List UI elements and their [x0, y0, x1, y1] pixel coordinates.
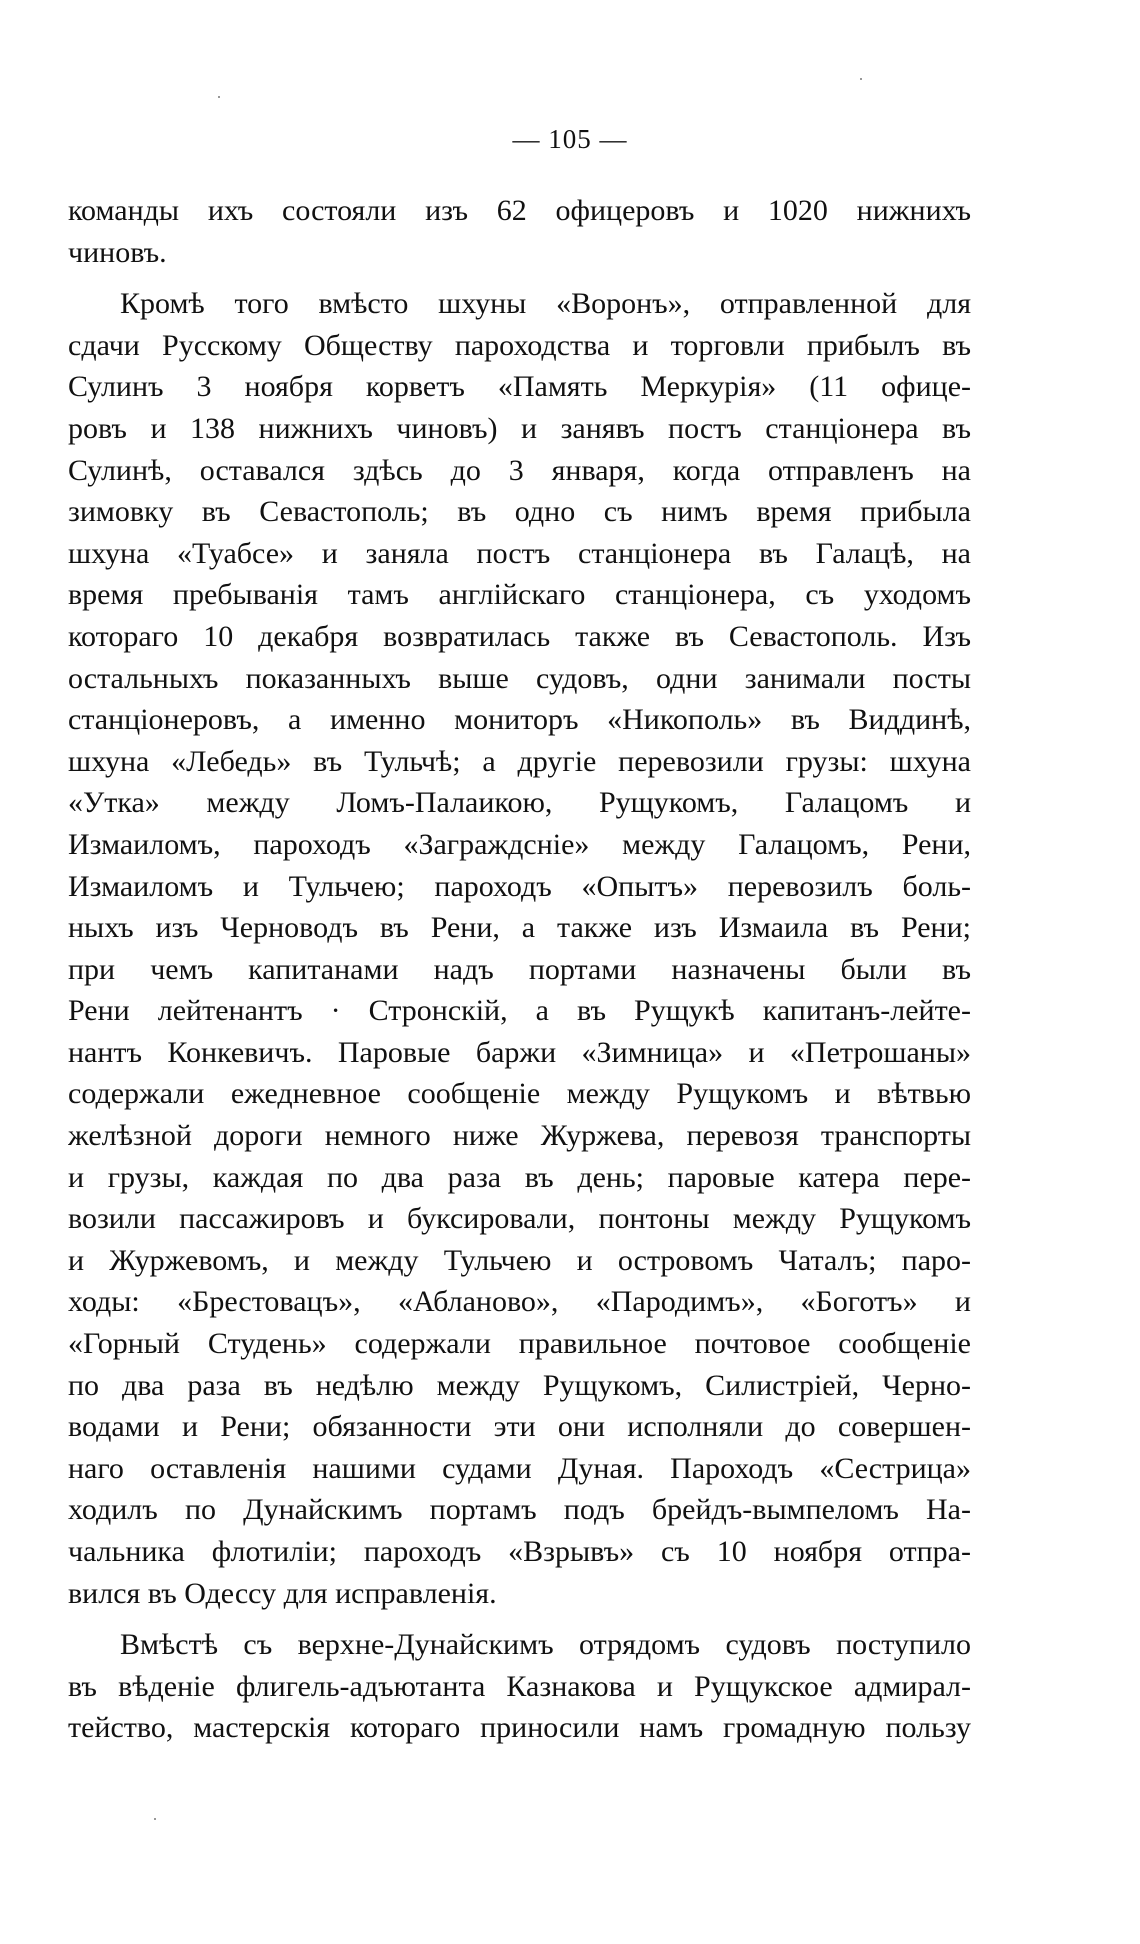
- text-line: вился въ Одессу для исправленія.: [68, 1576, 497, 1610]
- text-line: чиновъ.: [68, 235, 167, 269]
- paragraph-gap: [68, 1614, 971, 1624]
- text-line: сдачи Русскому Обществу пароходства и торговли прибылъ въ: [68, 328, 971, 362]
- text-line: Сулинѣ, оставался здѣсь до 3 января, когда отправленъ на: [68, 453, 971, 487]
- text-line: Вмѣстѣ съ верхне-Дунайскимъ отрядомъ судовъ поступило: [120, 1628, 971, 1662]
- text-line: Сулинъ 3 ноября корветъ «Память Меркурія» (11 офице-: [68, 370, 971, 404]
- text-line: желѣзной дороги немного ниже Журжева, перевозя транспорты: [68, 1119, 971, 1153]
- text-line: станціонеровъ, а именно мониторъ «Никополь» въ Виддинѣ,: [68, 703, 971, 737]
- text-line: «Горный Студень» содержали правильное почтовое сообщеніе: [68, 1327, 971, 1361]
- text-line: шхуна «Лебедь» въ Тульчѣ; а другіе перевозили грузы: шхуна: [68, 744, 971, 778]
- paper-speck: [218, 96, 220, 98]
- text-line: и грузы, каждая по два раза въ день; паровые катера пере-: [68, 1160, 971, 1194]
- text-line: Кромѣ того вмѣсто шхуны «Воронъ», отправленной для: [120, 287, 971, 321]
- text-line: котораго 10 декабря возвратилась также въ Севастополь. Изъ: [68, 619, 971, 653]
- paper-speck: [860, 78, 862, 80]
- text-line: въ вѣденіе флигель-адъютанта Казнакова и Рущукское адмирал-: [68, 1669, 971, 1703]
- text-line: по два раза въ недѣлю между Рущукомъ, Силистріей, Черно-: [68, 1368, 971, 1402]
- text-line: зимовку въ Севастополь; въ одно съ нимъ время прибыла: [68, 495, 971, 529]
- text-line: при чемъ капитанами надъ портами назначены были въ: [68, 952, 971, 986]
- text-line: наго оставленія нашими судами Дуная. Пароходъ «Сестрица»: [68, 1451, 971, 1485]
- text-line: Измаиломъ и Тульчею; пароходъ «Опытъ» перевозилъ боль-: [68, 869, 971, 903]
- text-line: Измаиломъ, пароходъ «Заграждсніе» между Галацомъ, Рени,: [68, 827, 971, 861]
- text-line: остальныхъ показанныхъ выше судовъ, одни занимали посты: [68, 661, 971, 695]
- page-number: — 105 —: [512, 124, 628, 154]
- text-line: время пребыванія тамъ англійскаго станціонера, съ уходомъ: [68, 578, 971, 612]
- paragraph-gap: [68, 273, 971, 283]
- text-line: возили пассажировъ и буксировали, понтоны между Рущукомъ: [68, 1202, 971, 1236]
- paper-speck: [154, 1818, 156, 1820]
- text-line: тейство, мастерскія котораго приносили намъ громадную пользу: [68, 1711, 971, 1745]
- body-text: [68, 190, 971, 1749]
- text-line: чальника флотиліи; пароходъ «Взрывъ» съ 10 ноября отпра-: [68, 1535, 971, 1568]
- text-line: «Утка» между Ломъ-Палаикою, Рущукомъ, Галацомъ и: [68, 786, 971, 820]
- text-line: ходы: «Брестовацъ», «Абланово», «Пародимъ», «Боготъ» и: [68, 1285, 971, 1319]
- text-line: шхуна «Туабсе» и заняла постъ станціонера въ Галацѣ, на: [68, 536, 971, 570]
- text-line: нантъ Конкевичъ. Паровые баржи «Зимница» и «Петрошаны»: [68, 1035, 971, 1069]
- text-line: ходилъ по Дунайскимъ портамъ подъ брейдъ-вымпеломъ На-: [68, 1493, 971, 1527]
- text-line: ныхъ изъ Черноводъ въ Рени, а также изъ Измаила въ Рени;: [68, 911, 971, 945]
- text-line: и Журжевомъ, и между Тульчею и островомъ Чаталъ; паро-: [68, 1243, 971, 1277]
- text-line: содержали ежедневное сообщеніе между Рущукомъ и вѣтвью: [68, 1077, 971, 1111]
- text-line: Рени лейтенантъ · Стронскій, а въ Рущукѣ капитанъ-лейте-: [68, 994, 971, 1028]
- text-line: водами и Рени; обязанности эти они исполняли до совершен-: [68, 1410, 971, 1444]
- text-line: команды ихъ состояли изъ 62 офицеровъ и 1020 нижнихъ: [68, 194, 971, 227]
- text-line: ровъ и 138 нижнихъ чиновъ) и занявъ постъ станціонера въ: [68, 411, 971, 445]
